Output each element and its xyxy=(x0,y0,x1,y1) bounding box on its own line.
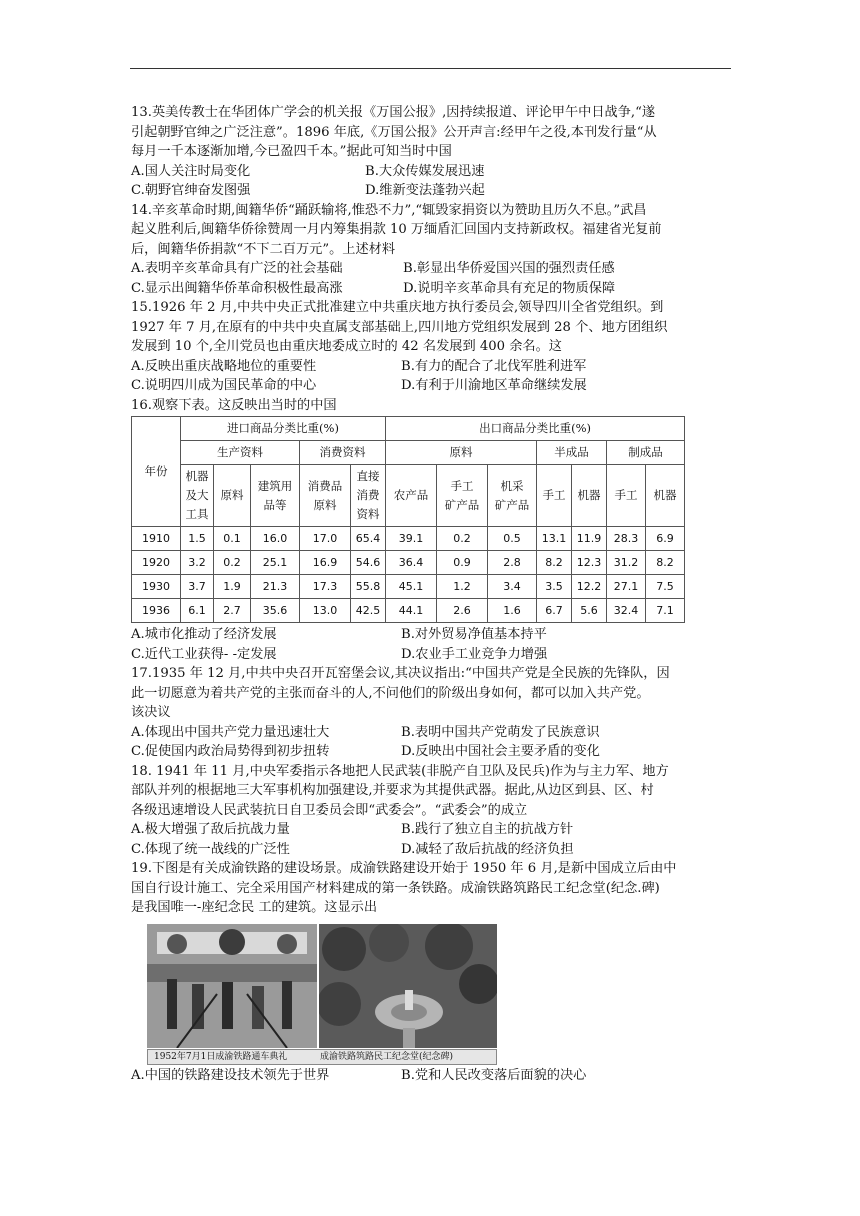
table-cell: 2.6 xyxy=(437,599,488,623)
option-b: B.践行了独立自主的抗战方针 xyxy=(401,822,574,837)
table-cell: 1.9 xyxy=(214,575,251,599)
column-header-text: 矿产品 xyxy=(444,497,480,512)
column-header xyxy=(386,465,437,527)
column-header-text: 机采 xyxy=(500,478,524,493)
column-header xyxy=(351,465,386,527)
question-stem-line: 此一切愿意为着共产党的主张而奋斗的人,不问他们的阶级出身如何，都可以加入共产党。 xyxy=(131,685,650,701)
option-d: D.反映出中国社会主要矛盾的变化 xyxy=(401,744,600,759)
table-row xyxy=(132,551,685,575)
table-cell: 0.1 xyxy=(214,527,251,551)
import-header: 进口商品分类比重(%) xyxy=(181,417,386,441)
column-header-text: 及大 xyxy=(185,488,209,502)
column-header xyxy=(572,465,607,527)
option-d: D.维新变法蓬勃兴起 xyxy=(365,183,485,198)
column-header-text: 工具 xyxy=(185,507,209,521)
table-cell: 27.1 xyxy=(607,575,646,599)
column-header-text: 原料 xyxy=(220,488,244,502)
table-cell: 0.2 xyxy=(437,527,488,551)
table-cell: 36.4 xyxy=(386,551,437,575)
question-stem-line: 每月一千本逐渐加增,今已盈四千本。”据此可知当时中国 xyxy=(131,144,452,159)
option-a: A.极大增强了敌后抗战力量 xyxy=(131,822,290,837)
question-stem-line: 发展到 10 个,全川党员也由重庆地委成立时的 42 名发展到 400 余名。这 xyxy=(131,339,562,354)
column-header-text: 原料 xyxy=(313,497,337,512)
column-header-text: 建筑用 xyxy=(257,478,293,493)
question-stem-line: 17.1935 年 12 月,中共中央召开瓦窑堡会议,其决议指出:“中国共产党是全民族的先锋队，因 xyxy=(131,666,670,681)
option-d: D.减轻了敌后抗战的经济负担 xyxy=(401,841,574,857)
question-stem-line: 15.1926 年 2 月,中共中央正式批准建立中共重庆地方执行委员会,领导四川全省党组织。到 xyxy=(131,300,664,315)
question-stem-line: 18. 1941 年 11 月,中央军委指示各地把人民武装(非脱产自卫队及民兵)作为与主力军、地方 xyxy=(131,763,669,779)
option-c: C.显示出闽籍华侨革命积极性最高涨 xyxy=(131,280,343,296)
year-cell: 1936 xyxy=(132,599,181,623)
trade-table xyxy=(131,416,685,623)
table-cell: 65.4 xyxy=(351,527,386,551)
table-cell: 55.8 xyxy=(351,575,386,599)
question-stem-line: 该决议 xyxy=(131,705,171,720)
option-c: C.近代工业获得- -定发展 xyxy=(131,646,277,662)
option-d: D.有利于川渝地区革命继续发展 xyxy=(401,378,587,393)
question-stem-line: 16.观察下表。这反映出当时的中国 xyxy=(131,397,337,413)
table-cell: 5.6 xyxy=(572,599,607,623)
table-row xyxy=(132,575,685,599)
column-header xyxy=(251,465,300,527)
table-cell: 2.8 xyxy=(488,551,537,575)
option-c: C.朝野官绅奋发图强 xyxy=(131,183,251,198)
table-cell: 17.3 xyxy=(300,575,351,599)
option-d: D.农业手工业竞争力增强 xyxy=(401,646,548,662)
group-header: 原料 xyxy=(386,441,537,465)
option-b: B.党和人民改变落后面貌的决心 xyxy=(401,1067,587,1083)
railway-photos xyxy=(147,924,497,1066)
table-cell: 7.1 xyxy=(646,599,685,623)
question-stem-line: 14.辛亥革命时期,闽籍华侨“踊跃输将,惟恐不力”,“辄毁家捐资以为赞助且历久不息。”武昌 xyxy=(131,202,647,218)
table-cell: 0.2 xyxy=(214,551,251,575)
question-18 xyxy=(131,762,731,860)
table-cell: 45.1 xyxy=(386,575,437,599)
table-cell: 6.7 xyxy=(537,599,572,623)
column-header-text: 直接 xyxy=(356,469,380,483)
table-cell: 0.9 xyxy=(437,551,488,575)
ceremony-illustration xyxy=(147,924,317,1048)
table-cell: 11.9 xyxy=(572,527,607,551)
column-header xyxy=(646,465,685,527)
table-cell: 3.7 xyxy=(181,575,214,599)
question-stem-line: 19.下图是有关成渝铁路的建设场景。成渝铁路建设开始于 1950 年 6 月,是新中国成立后由中 xyxy=(131,861,677,876)
column-header xyxy=(488,465,537,527)
option-b: B.表明中国共产党萌发了民族意识 xyxy=(401,724,600,740)
option-d: D.说明辛亥革命具有充足的物质保障 xyxy=(403,280,616,296)
table-cell: 0.5 xyxy=(488,527,537,551)
table-cell: 35.6 xyxy=(251,599,300,623)
caption-left: 1952年7月1日成渝铁路通车典礼 xyxy=(154,1051,288,1062)
table-cell: 44.1 xyxy=(386,599,437,623)
question-stem-line: 部队并列的根据地三大军事机构加强建设,并要求为其提供武器。据此,从边区到县、区、村 xyxy=(131,783,654,798)
option-a: A.体现出中国共产党力量迅速壮大 xyxy=(131,724,330,740)
column-header-text: 机器 xyxy=(185,469,209,483)
question-13 xyxy=(131,103,731,201)
table-row xyxy=(132,527,685,551)
table-cell: 3.5 xyxy=(537,575,572,599)
group-header: 制成品 xyxy=(607,441,685,465)
memorial-photo xyxy=(319,924,497,1048)
column-header-text: 手工 xyxy=(614,488,638,502)
question-stem-line: 1927 年 7 月,在原有的中共中央直属支部基础上,四川地方党组织发展到 28 个、地方团组织 xyxy=(131,319,668,335)
table-cell: 2.7 xyxy=(214,599,251,623)
export-header: 出口商品分类比重(%) xyxy=(386,417,685,441)
option-c: C.说明四川成为国民革命的中心 xyxy=(131,378,317,393)
year-cell: 1920 xyxy=(132,551,181,575)
question-stem-line: 各级迅速增设人民武装抗日自卫委员会即“武委会”。“武委会”的成立 xyxy=(131,802,528,818)
column-header-text: 消费品 xyxy=(307,478,343,493)
column-header xyxy=(537,465,572,527)
exam-content xyxy=(131,103,731,1085)
opening-ceremony-photo xyxy=(147,924,317,1048)
table-row xyxy=(132,599,685,623)
option-a: A.中国的铁路建设技术领先于世界 xyxy=(131,1067,330,1083)
year-cell: 1930 xyxy=(132,575,181,599)
column-header-text: 资料 xyxy=(356,507,380,521)
photo-caption xyxy=(147,1049,497,1065)
option-a: A.反映出重庆战略地位的重要性 xyxy=(131,358,317,374)
option-b: B.有力的配合了北伐军胜利进军 xyxy=(401,358,587,374)
table-cell: 1.5 xyxy=(181,527,214,551)
table-cell: 8.2 xyxy=(646,551,685,575)
table-cell: 28.3 xyxy=(607,527,646,551)
question-17 xyxy=(131,664,731,762)
column-header xyxy=(300,465,351,527)
table-cell: 12.3 xyxy=(572,551,607,575)
question-stem-line: 后，闽籍华侨捐款“不下二百万元”。上述材料 xyxy=(131,241,396,257)
table-cell: 6.1 xyxy=(181,599,214,623)
table-cell: 42.5 xyxy=(351,599,386,623)
option-a: A.表明辛亥革命具有广泛的社会基础 xyxy=(131,261,343,276)
column-header xyxy=(181,465,214,527)
column-header xyxy=(437,465,488,527)
question-stem-line: 13.英美传教士在华团体广学会的机关报《万国公报》,因持续报道、评论甲午中日战争,“遂 xyxy=(131,105,656,120)
question-stem-line: 是我国唯一-座纪念民 工的建筑。这显示出 xyxy=(131,900,378,915)
column-header xyxy=(607,465,646,527)
question-15 xyxy=(131,298,731,396)
table-cell: 3.2 xyxy=(181,551,214,575)
group-header: 消费资料 xyxy=(300,441,386,465)
option-b: B.大众传媒发展迅速 xyxy=(365,163,485,179)
table-cell: 1.2 xyxy=(437,575,488,599)
table-cell: 16.0 xyxy=(251,527,300,551)
option-c: C.体现了统一战线的广泛性 xyxy=(131,841,290,857)
option-a: A.城市化推动了经济发展 xyxy=(131,627,277,642)
table-cell: 13.0 xyxy=(300,599,351,623)
table-cell: 8.2 xyxy=(537,551,572,575)
table-cell: 13.1 xyxy=(537,527,572,551)
option-a: A.国人关注时局变化 xyxy=(131,163,251,179)
option-b: B.对外贸易净值基本持平 xyxy=(401,627,547,642)
column-header-text: 手工 xyxy=(450,478,474,493)
table-cell: 1.6 xyxy=(488,599,537,623)
table-cell: 39.1 xyxy=(386,527,437,551)
question-stem-line: 国自行设计施工、完全采用国产材料建成的第一条铁路。成渝铁路筑路民工纪念堂(纪念.碑) xyxy=(131,880,660,896)
memorial-illustration xyxy=(319,924,497,1048)
table-cell: 31.2 xyxy=(607,551,646,575)
table-cell: 12.2 xyxy=(572,575,607,599)
column-header-text: 机器 xyxy=(577,488,601,502)
group-header: 半成品 xyxy=(537,441,607,465)
column-header-text: 矿产品 xyxy=(494,497,530,512)
caption-right: 成渝铁路筑路民工纪念堂(纪念碑) xyxy=(320,1051,454,1062)
table-cell: 16.9 xyxy=(300,551,351,575)
option-c: C.促使国内政治局势得到初步扭转 xyxy=(131,744,330,759)
question-stem-line: 引起朝野官绅之广泛注意”。1896 年底,《万国公报》公开声言:经甲午之役,本刊发行量“从 xyxy=(131,124,657,140)
column-header-text: 消费 xyxy=(356,488,380,502)
table-cell: 54.6 xyxy=(351,551,386,575)
table-cell: 3.4 xyxy=(488,575,537,599)
question-stem-line: 起义胜利后,闽籍华侨徐赞周一月内筹集捐款 10 万缅盾汇回国内支持新政权。福建省光复前 xyxy=(131,222,662,237)
group-header: 生产资料 xyxy=(181,441,300,465)
column-header-text: 手工 xyxy=(542,488,566,502)
table-cell: 6.9 xyxy=(646,527,685,551)
header-rule xyxy=(130,68,731,69)
question-19 xyxy=(131,859,731,1085)
column-header-text: 农产品 xyxy=(393,488,429,502)
column-header xyxy=(214,465,251,527)
column-header-text: 机器 xyxy=(653,488,677,502)
question-16 xyxy=(131,396,731,665)
table-cell: 17.0 xyxy=(300,527,351,551)
table-cell: 7.5 xyxy=(646,575,685,599)
year-header: 年份 xyxy=(132,417,181,527)
table-cell: 25.1 xyxy=(251,551,300,575)
column-header-text: 品等 xyxy=(263,497,287,512)
question-14 xyxy=(131,201,731,299)
option-b: B.彰显出华侨爱国兴国的强烈责任感 xyxy=(403,261,615,276)
table-cell: 21.3 xyxy=(251,575,300,599)
table-cell: 32.4 xyxy=(607,599,646,623)
year-cell: 1910 xyxy=(132,527,181,551)
